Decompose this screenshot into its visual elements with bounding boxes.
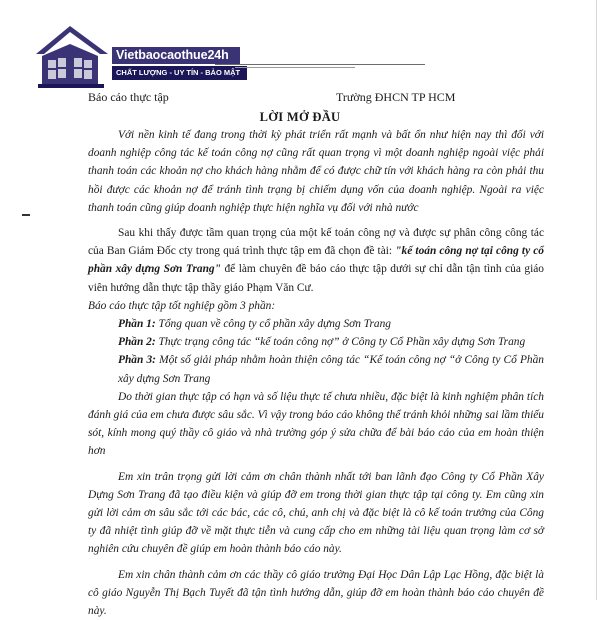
paragraph-1: Với nền kinh tế đang trong thời kỳ phát triển rất mạnh và bất ổn như hiện nay thì đối với doanh nghiệp công tác kế toán công nợ cũng rất quan trọng vì một doanh nghiệp ngoài việc phải thanh toán các khoản nợ cho khách hàng nhằm để có được chữ tín với khách hàng ra còn phải thu hồi được các khoản nợ để tránh tình trạng bị chiếm dụng vốn của doanh nghiệp. Ngoài ra việc thanh toán cũng giúp doanh nghiệp thực hiện nghĩa vụ đối với nhà nước	[88, 129, 544, 214]
paragraph-4: Do thời gian thực tập có hạn và số liệu thực tế chưa nhiều, đặc biệt là kinh nghiệm phân tích đánh giá của em chưa được sâu sắc. Vì vậy trong báo cáo không thể tránh khỏi những sai lầm thiếu sót, kính mong quý thầy cô giáo và nhà trường góp ý sửa chữa để bài báo cáo của em hoàn thiện hơn	[88, 390, 544, 458]
part-1	[88, 315, 544, 333]
part-1-text: Tổng quan về công ty cổ phần xây dựng Sơn Trang	[155, 318, 392, 331]
paragraph-5: Em xin trân trọng gửi lời cảm ơn chân thành nhất tới ban lãnh đạo Công ty Cổ Phần Xây Dựng Sơn Trang đã tạo điều kiện và giúp đỡ em trong thời gian thực tập tại công ty. Em cũng xin gửi lời cảm ơn sâu sắc tới các bác, các cô, chú, anh chị và đặc biệt là cô kế toán trưởng của Công ty đã nhiệt tình giúp đỡ về mặt thực tiễn và cung cấp cho em những tài liệu quan trọng làm cơ sở nghiên cứu chuyên đề giúp em hoàn thành báo cáo này.	[88, 470, 544, 556]
paragraph-6: Em xin chân thành cảm ơn các thầy cô giáo trường Đại Học Dân Lập Lạc Hồng, đặc biệt là cô giáo Nguyễn Thị Bạch Tuyết đã tận tình hướng dẫn, giúp đỡ em hoàn thành báo cáo chuyên đề này.	[88, 568, 544, 618]
part-1-label: Phần 1:	[118, 318, 156, 331]
page-edge	[596, 0, 597, 600]
book-house-icon	[32, 20, 112, 90]
site-name: Vietbaocaothue24h	[112, 47, 240, 64]
header-right: Trường ĐHCN TP HCM	[336, 90, 456, 104]
paragraph-2-start: Sau khi thấy được tầm quan trọng của một kế toán công nợ và được sự phân công công tác của Ban Giám Đốc cty trong quá trình thực tập em đã chọn đề tài:	[88, 227, 544, 258]
paragraph-3: Báo cáo thực tập tốt nghiệp gồm 3 phần:	[88, 299, 276, 312]
part-2-text: Thực trạng công tác “kế toán công nợ” ở Công ty Cổ Phần xây dựng Sơn Trang	[155, 336, 526, 349]
margin-mark	[22, 214, 30, 216]
header-rule-secondary	[235, 67, 355, 68]
part-2	[88, 333, 544, 351]
site-logo	[32, 20, 240, 90]
header-rule	[215, 64, 425, 65]
part-3-text: Một số giải pháp nhằm hoàn thiện công tác “Kế toán công nợ “ở Công ty Cổ Phần xây dựng Sơn Trang	[118, 354, 544, 385]
topic-title: "kế toán công nợ tại công ty cổ phần xây dựng Sơn Trang"	[88, 245, 545, 276]
part-3-label: Phần 3:	[118, 354, 156, 367]
page-title: LỜI MỞ ĐẦU	[259, 110, 341, 124]
site-slogan: CHẤT LƯỢNG - UY TÍN - BẢO MẬT	[112, 66, 247, 80]
header-left: Báo cáo thực tập	[88, 90, 169, 104]
paragraph-2	[88, 224, 544, 297]
part-2-label: Phần 2:	[118, 336, 156, 349]
paragraph-2-end: để làm chuyên đề báo cáo thực tập dưới sự chỉ dẫn tận tình của giáo viên hướng dẫn thực tập thầy giáo Phạm Văn Cư.	[88, 263, 544, 294]
part-3	[88, 351, 544, 387]
document-body	[88, 126, 544, 620]
